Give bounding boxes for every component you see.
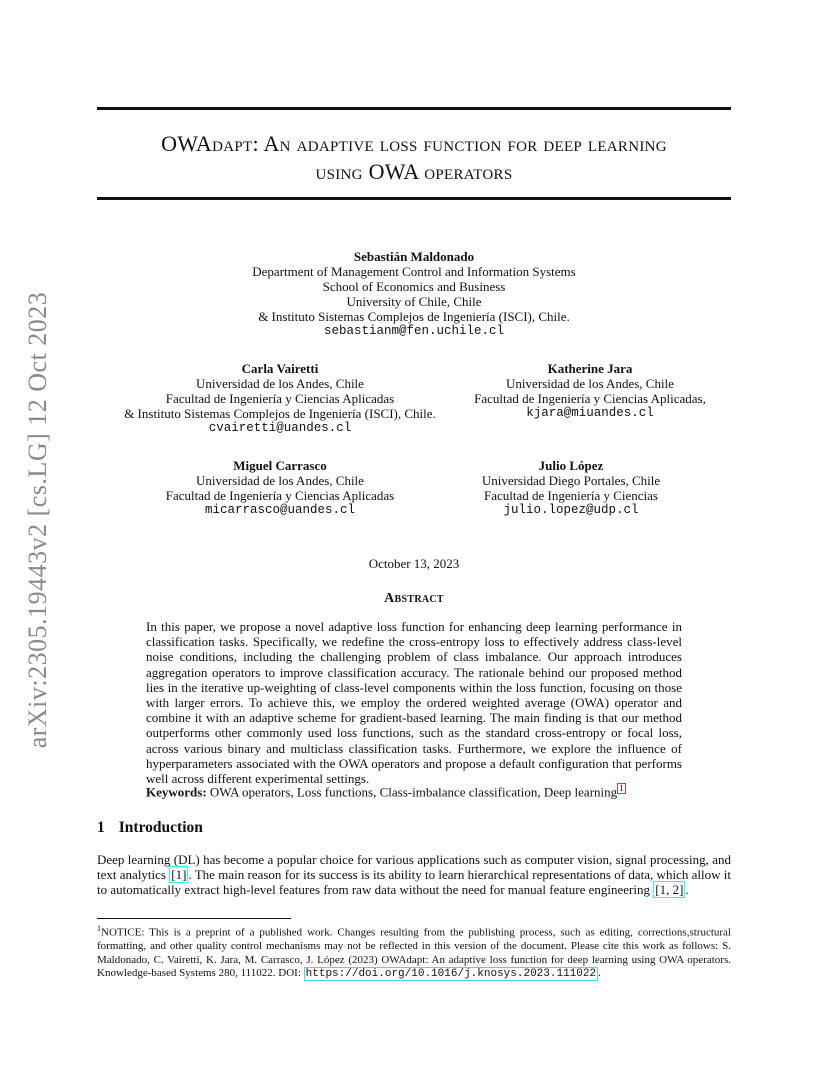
author-email[interactable]: micarrasco@uandes.cl xyxy=(204,503,356,517)
author-email[interactable]: kjara@miuandes.cl xyxy=(526,406,654,420)
keywords-text: OWA operators, Loss functions, Class-imbalance classification, Deep learning xyxy=(209,784,618,800)
section-title: Introduction xyxy=(118,819,203,836)
citation-link[interactable]: [1] xyxy=(171,867,187,883)
author-affiliation: Facultad de Ingeniería y Ciencias Aplicadas xyxy=(165,391,395,406)
author-affiliation: Department of Management Control and Information Systems xyxy=(252,264,576,279)
author-affiliation: Universidad de los Andes, Chile xyxy=(506,376,674,391)
section-number: 1 xyxy=(97,819,105,836)
keywords xyxy=(146,783,682,799)
doi-link[interactable]: https://doi.org/10.1016/j.knosys.2023.111022 xyxy=(305,968,597,981)
section-heading xyxy=(97,819,203,837)
title-bottom-rule xyxy=(97,197,731,200)
abstract-heading: Abstract xyxy=(384,591,444,606)
author-affiliation: Universidad de los Andes, Chile xyxy=(196,376,364,391)
intro-text: Deep learning (DL) has become a popular choice for various applications such as computer vision, signal processing, and text analytics xyxy=(97,852,731,883)
author-maldonado xyxy=(97,249,731,339)
author-affiliation: Facultad de Ingeniería y Ciencias Aplicadas xyxy=(165,488,395,503)
footnote-text: NOTICE: This is a preprint of a published work. Changes resulting from the publishing process, such as editing, corrections,structural formatting, and other quality control mechanisms may not be reflected in this version of the document. Please cite this work as follows: S. Maldonado, C. Vairetti, K. Jara, M. Carrasco, J. López (2023) OWAdapt: An adaptive loss function for deep learning using OWA operators. Knowledge-based Systems 280, 111022. DOI: xyxy=(97,926,731,980)
author-affiliation: University of Chile, Chile xyxy=(346,294,482,309)
author-jara xyxy=(440,361,740,421)
author-name: Katherine Jara xyxy=(547,361,633,376)
paper-date: October 13, 2023 xyxy=(368,556,460,571)
author-affiliation: Facultad de Ingeniería y Ciencias xyxy=(484,488,658,503)
author-email[interactable]: cvairetti@uandes.cl xyxy=(208,421,352,435)
intro-text: . The main reason for its success is its ability to learn hierarchical representations of data, which allow it to automatically extract high-level features from raw data without the need for manual feature engineering xyxy=(97,867,731,898)
footnote-end: . xyxy=(598,967,601,980)
author-name: Sebastián Maldonado xyxy=(353,249,475,264)
author-affiliation: & Instituto Sistemas Complejos de Ingeniería (ISCI), Chile. xyxy=(124,406,436,421)
footnote-link[interactable]: 1 xyxy=(619,783,624,793)
author-name: Julio López xyxy=(538,458,604,473)
author-vairetti xyxy=(100,361,460,436)
author-email[interactable]: sebastianm@fen.uchile.cl xyxy=(323,324,505,338)
title-line1: dapt: An adaptive loss function for deep learning xyxy=(212,131,667,156)
abstract-text: In this paper, we propose a novel adaptive loss function for enhancing deep learning performance in classification tasks. Specifically, we redefine the cross-entropy loss to effectively address class-level noise conditions, including the challenging problem of class imbalance. Our approach introduces aggregation operators to improve classification accuracy. The rationale behind our proposed method lies in the iterative up-weighting of class-level components within the loss function, focusing on those with larger errors. To achieve this, we employ the ordered weighted average (OWA) operator and combine it with an adaptive scheme for gradient-based learning. The main finding is that our method outperforms other commonly used loss functions, such as the standard cross-entropy or focal loss, across various binary and multiclass classification tasks. Furthermore, we explore the influence of hyperparameters associated with the OWA operators and propose a default configuration that performs well across different experimental settings. xyxy=(146,619,682,787)
author-affiliation: Universidad Diego Portales, Chile xyxy=(481,473,661,488)
author-affiliation: & Instituto Sistemas Complejos de Ingeniería (ISCI), Chile. xyxy=(258,309,570,324)
author-affiliation: Universidad de los Andes, Chile xyxy=(196,473,364,488)
citation-link[interactable]: [1, 2] xyxy=(655,882,684,898)
intro-paragraph xyxy=(97,852,731,898)
author-lopez xyxy=(441,458,701,518)
intro-text: . xyxy=(685,882,689,898)
author-affiliation: Facultad de Ingeniería y Ciencias Aplicadas, xyxy=(474,391,706,406)
footnote-mark: 1 xyxy=(97,924,101,933)
keywords-label: Keywords: xyxy=(146,784,207,800)
paper-title xyxy=(97,130,731,186)
author-email[interactable]: julio.lopez@udp.cl xyxy=(503,503,639,517)
title-top-rule xyxy=(97,107,731,110)
author-affiliation: School of Economics and Business xyxy=(322,279,506,294)
footnote xyxy=(97,922,731,982)
author-carrasco xyxy=(130,458,430,518)
arxiv-stamp: arXiv:2305.19443v2 [cs.LG] 12 Oct 2023 xyxy=(23,291,52,749)
footnote-rule xyxy=(97,918,291,919)
author-name: Miguel Carrasco xyxy=(233,458,327,473)
author-name: Carla Vairetti xyxy=(241,361,319,376)
title-lead: OWA xyxy=(161,131,213,156)
title-line2: using OWA operators xyxy=(315,159,513,184)
